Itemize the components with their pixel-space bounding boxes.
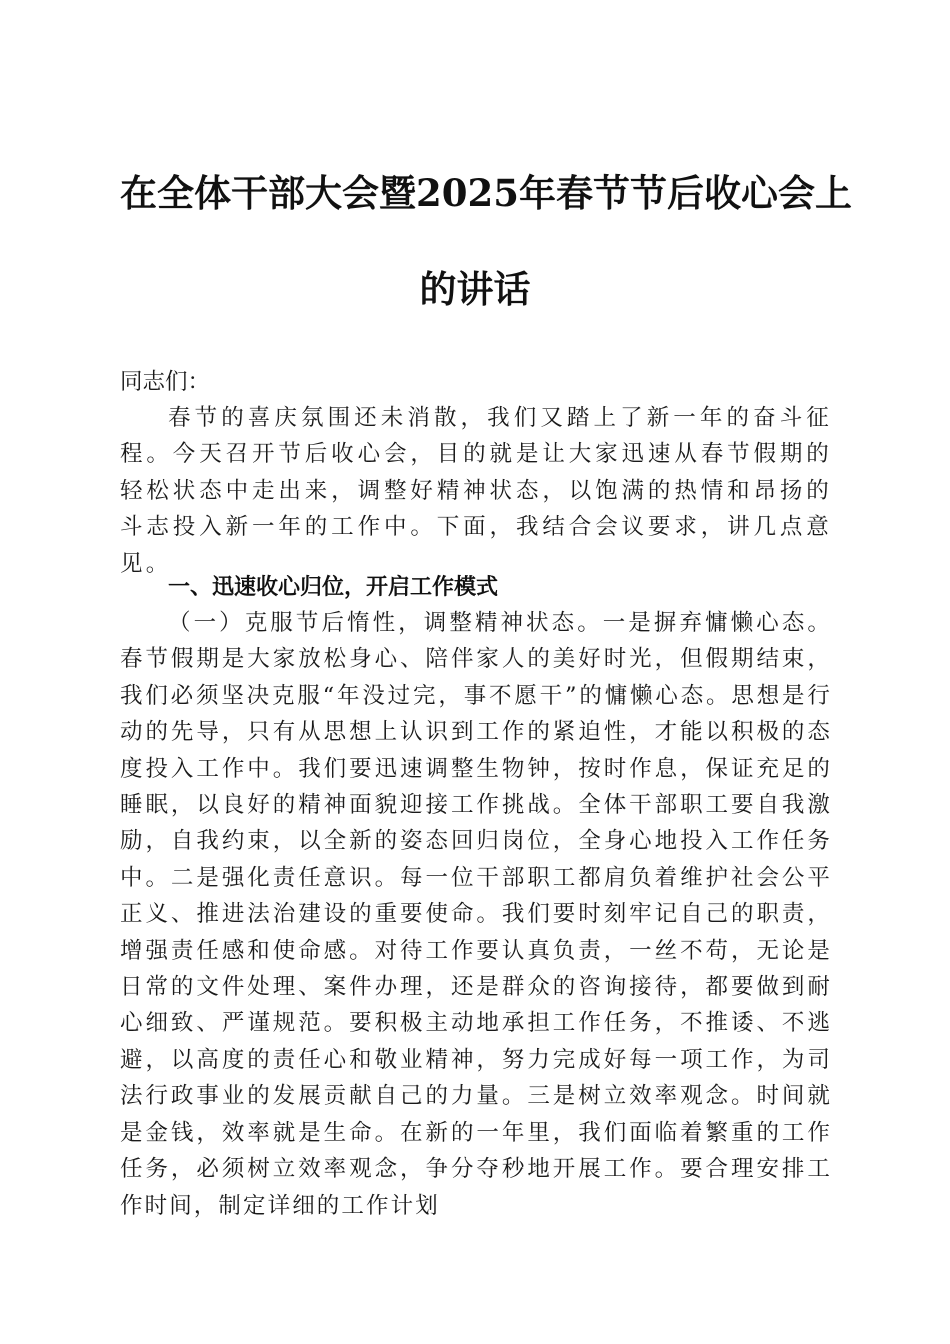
document-title-line-2: 的讲话 — [419, 267, 531, 311]
document-title-line-1: 在全体干部大会暨2025年春节节后收心会上 — [120, 171, 852, 215]
body-paragraph-section-1-1: （一）克服节后惰性，调整精神状态。一是摒弃慵懒心态。春节假期是大家放松身心、陪伴家人的美好时光，但假期结束，我们必须坚决克服“年没过完，事不愿干”的慵懒心态。思想是行动的先导，只有从思想上认识到工作的紧迫性，才能以积极的态度投入工作中。我们要迅速调整生物钟，按时作息，保证充足的睡眠，以良好的精神面貌迎接工作挑战。全体干部职工要自我激励，自我约束，以全新的姿态回归岗位，全身心地投入工作任务中。二是强化责任意识。每一位干部职工都肩负着维护社会公平正义、推进法治建设的重要使命。我们要时刻牢记自己的职责，增强责任感和使命感。对待工作要认真负责，一丝不苟，无论是日常的文件处理、案件办理，还是群众的咨询接待，都要做到耐心细致、严谨规范。要积极主动地承担工作任务，不推诿、不逃避，以高度的责任心和敬业精神，努力完成好每一项工作，为司法行政事业的发展贡献自己的力量。三是树立效率观念。时间就是金钱，效率就是生命。在新的一年里，我们面临着繁重的工作任务，必须树立效率观念，争分夺秒地开展工作。要合理安排工作时间，制定详细的工作计划 — [120, 610, 832, 1219]
section-heading-1: 一、迅速收心归位，开启工作模式 — [168, 575, 499, 600]
body-paragraph-intro: 春节的喜庆氛围还未消散，我们又踏上了新一年的奋斗征程。今天召开节后收心会，目的就是让大家迅速从春节假期的轻松状态中走出来，调整好精神状态，以饱满的热情和昂扬的斗志投入新一年的工作中。下面，我结合会议要求，讲几点意见。 — [120, 405, 832, 577]
salutation: 同志们： — [120, 369, 211, 395]
